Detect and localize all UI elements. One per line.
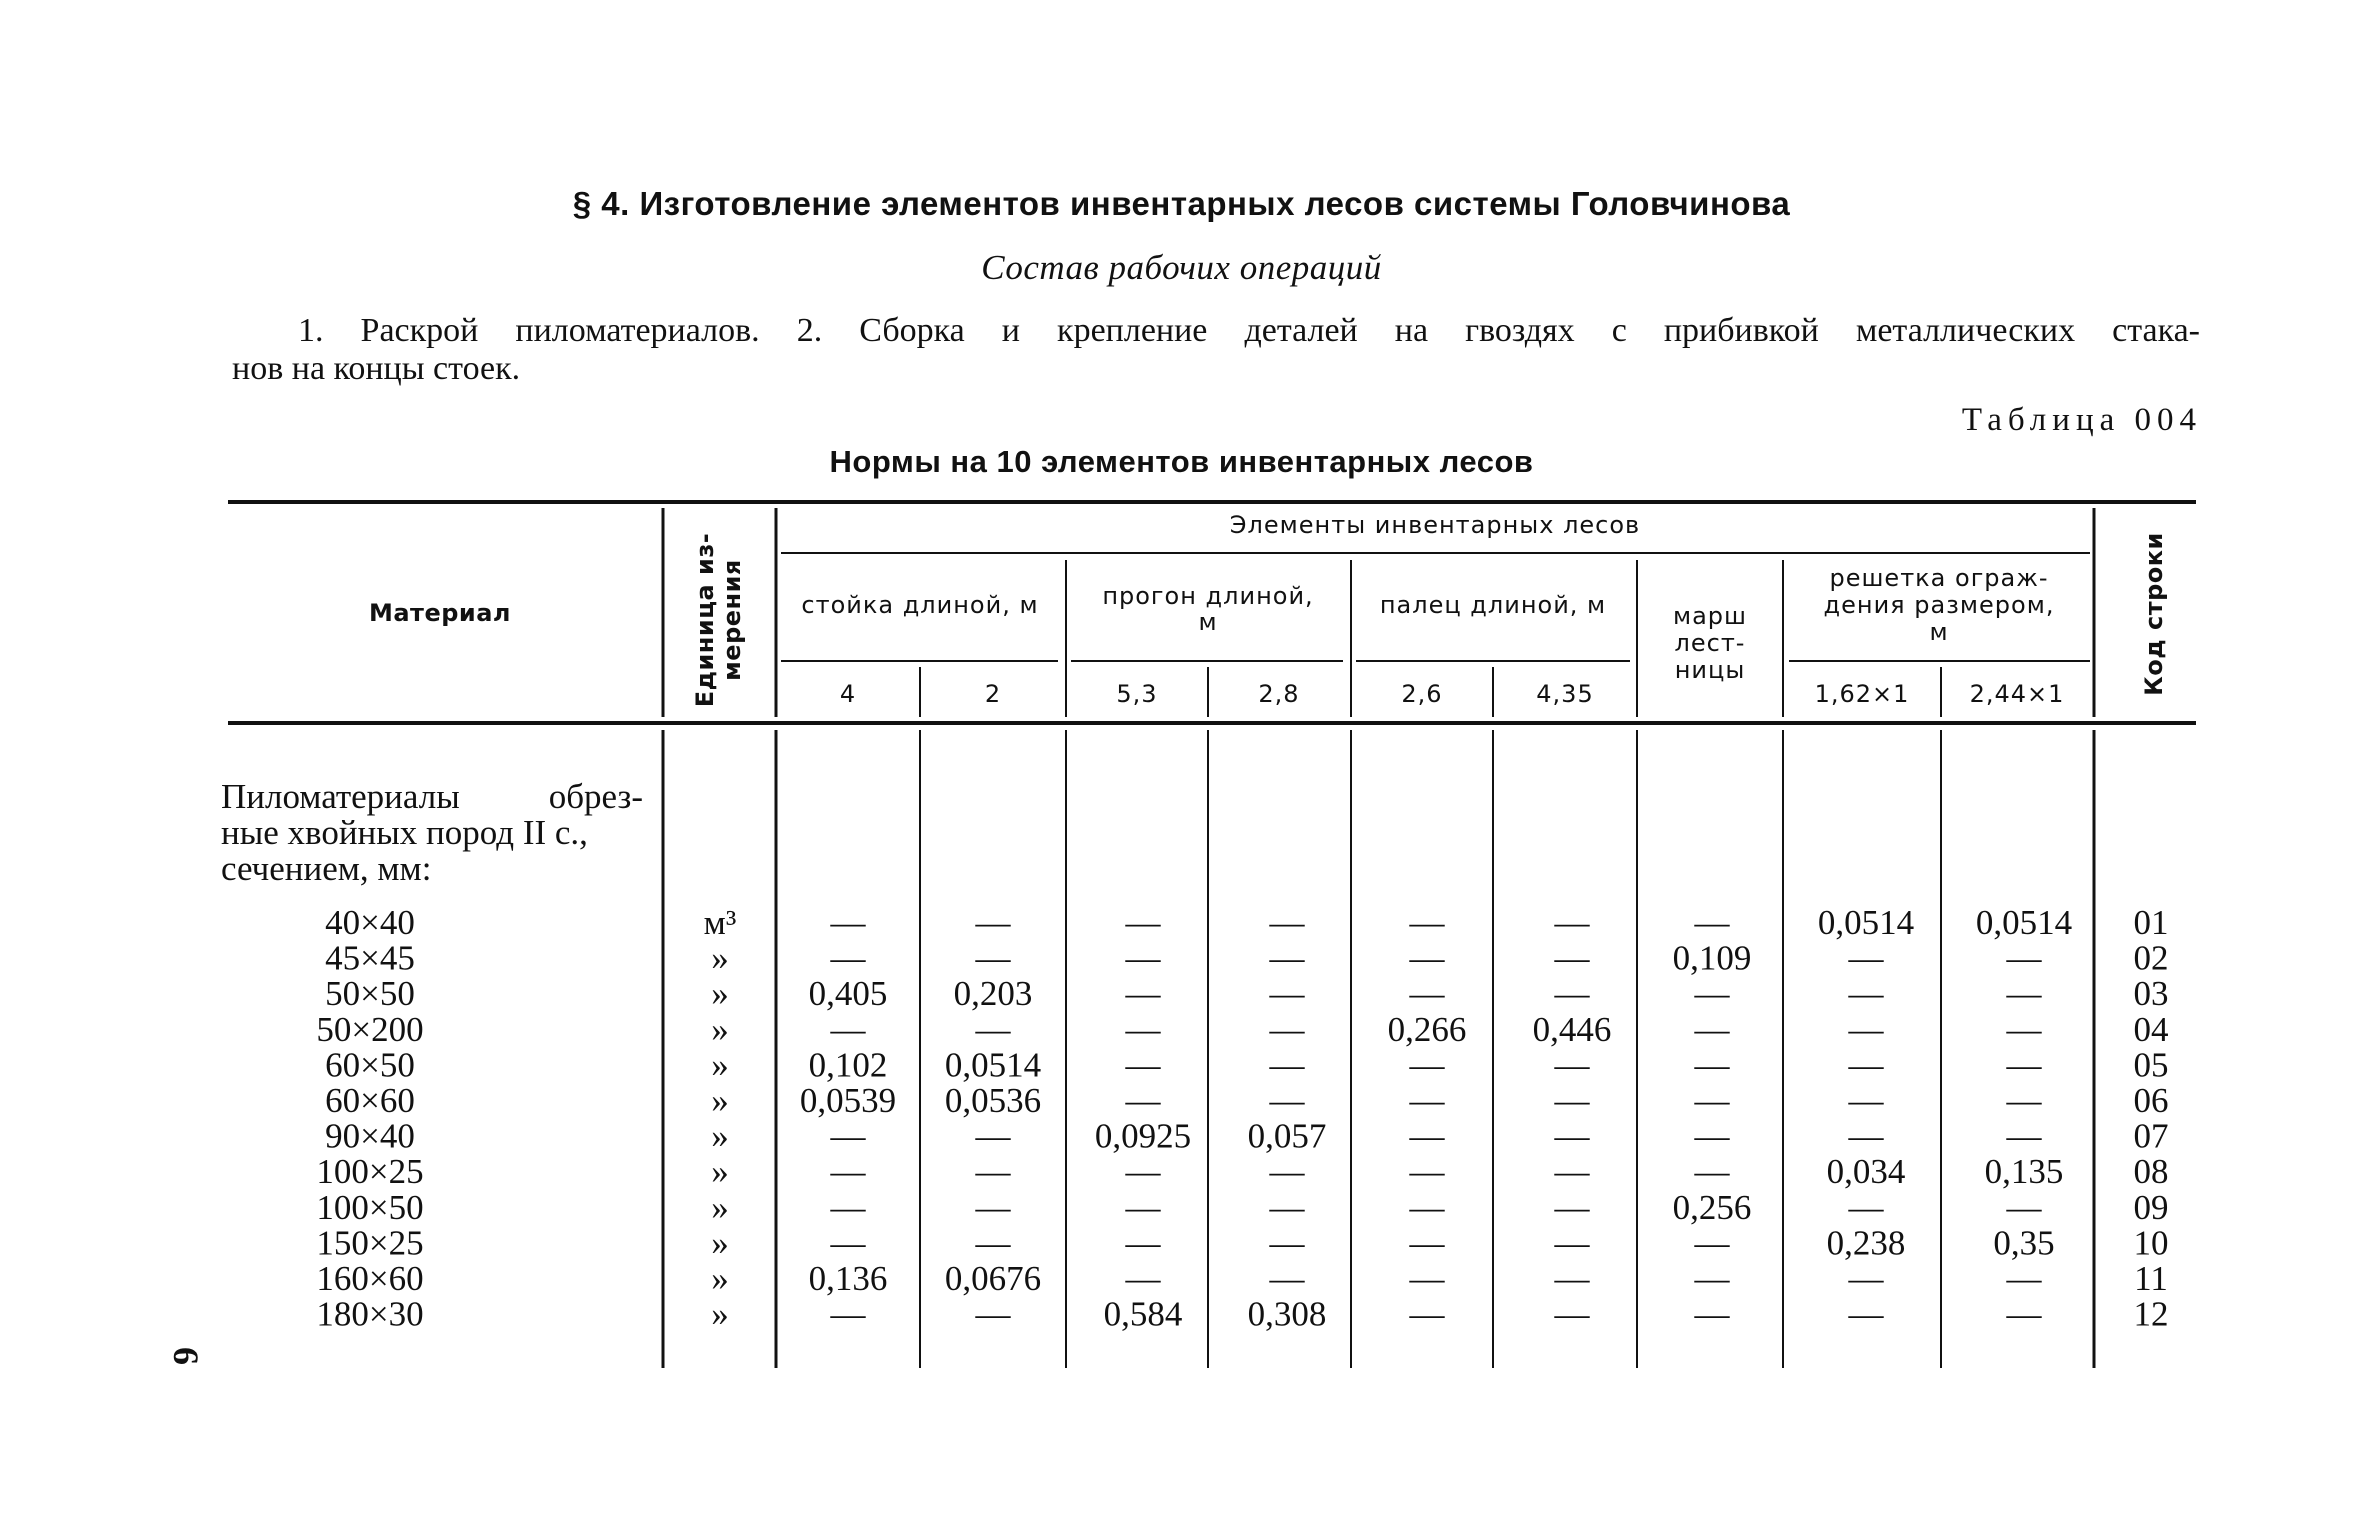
dash-cell: — — [1694, 1223, 1730, 1263]
row-code-cell: 06 — [2133, 1081, 2169, 1120]
row-code-cell: 12 — [2133, 1294, 2169, 1334]
value-cell: 0,256 — [1672, 1187, 1752, 1227]
value-cell: 0,0676 — [944, 1259, 1042, 1298]
dash-cell: — — [830, 1116, 866, 1156]
header-elements-group: Элементы инвентарных лесов — [1229, 511, 1641, 539]
dash-cell: — — [2006, 974, 2042, 1014]
row-code-cell: 03 — [2133, 974, 2169, 1014]
table-row — [325, 1117, 2168, 1156]
header-material: Материал — [368, 599, 512, 627]
dash-cell: — — [1409, 1187, 1445, 1227]
dash-cell: — — [2006, 1116, 2042, 1156]
dash-cell: — — [975, 1009, 1011, 1049]
dash-cell: — — [1409, 1081, 1445, 1120]
table-row — [325, 974, 2168, 1013]
value-cell: 0,057 — [1247, 1116, 1327, 1156]
unit-cell: » — [711, 1116, 729, 1156]
dash-cell: — — [2006, 1009, 2042, 1049]
dash-cell: — — [1848, 1187, 1884, 1227]
dash-cell: — — [1125, 938, 1161, 978]
row-code-cell: 08 — [2133, 1152, 2169, 1192]
table-row — [316, 1010, 2168, 1049]
row-code-cell: 09 — [2133, 1187, 2169, 1227]
dash-cell: — — [1125, 903, 1161, 942]
row-code-cell: 07 — [2133, 1116, 2169, 1156]
dash-cell: — — [975, 1294, 1011, 1334]
material-cell: 50×50 — [325, 974, 415, 1014]
dash-cell: — — [1269, 903, 1305, 942]
table-label: Таблица 004 — [1961, 402, 2202, 438]
dash-cell: — — [1409, 938, 1445, 978]
header-reshetka-line3: м — [1929, 618, 1949, 646]
dash-cell: — — [1694, 903, 1730, 942]
dash-cell: — — [830, 938, 866, 978]
header-sub-1-62x1: 1,62×1 — [1814, 680, 1910, 708]
material-cell: 150×25 — [316, 1223, 424, 1263]
value-cell: 0,203 — [953, 974, 1033, 1014]
header-marsh-line3: ницы — [1674, 656, 1746, 684]
dash-cell: — — [1554, 1152, 1590, 1192]
value-cell: 0,034 — [1826, 1152, 1906, 1192]
dash-cell: — — [1848, 1259, 1884, 1298]
dash-cell: — — [1848, 1294, 1884, 1334]
dash-cell: — — [1694, 1045, 1730, 1085]
dash-cell: — — [1848, 1116, 1884, 1156]
header-sub-2-8: 2,8 — [1258, 680, 1300, 708]
dash-cell: — — [1409, 1259, 1445, 1298]
table-row — [325, 939, 2168, 978]
material-cell: 180×30 — [316, 1294, 424, 1334]
table-row — [316, 1223, 2168, 1262]
dash-cell: — — [975, 1223, 1011, 1263]
row-code-cell: 11 — [2134, 1259, 2168, 1298]
dash-cell: — — [830, 1152, 866, 1192]
value-cell: 0,238 — [1826, 1223, 1906, 1263]
dash-cell: — — [975, 1152, 1011, 1192]
value-cell: 0,0514 — [1817, 903, 1915, 942]
dash-cell: — — [830, 1294, 866, 1334]
dash-cell: — — [1125, 1187, 1161, 1227]
value-cell: 0,0536 — [944, 1081, 1042, 1120]
dash-cell: — — [2006, 938, 2042, 978]
dash-cell: — — [1554, 974, 1590, 1014]
value-cell: 0,109 — [1672, 938, 1752, 978]
header-stoyka: стойка длиной, м — [801, 591, 1039, 619]
material-group-line1a: Пиломатериалы — [221, 777, 460, 816]
dash-cell: — — [1125, 1152, 1161, 1192]
dash-cell: — — [1694, 1081, 1730, 1120]
value-cell: 0,584 — [1103, 1294, 1183, 1334]
dash-cell: — — [1269, 1045, 1305, 1085]
dash-cell: — — [1269, 1259, 1305, 1298]
table-title: Нормы на 10 элементов инвентарных лесов — [829, 444, 1534, 479]
material-cell: 60×60 — [325, 1081, 415, 1120]
value-cell: 0,0514 — [944, 1045, 1042, 1085]
value-cell: 0,405 — [808, 974, 888, 1014]
dash-cell: — — [1694, 1294, 1730, 1334]
dash-cell: — — [1409, 1223, 1445, 1263]
header-sub-4-35: 4,35 — [1536, 680, 1594, 708]
unit-cell: » — [711, 1187, 729, 1227]
table-row — [325, 1081, 2168, 1120]
dash-cell: — — [1269, 974, 1305, 1014]
material-cell: 60×50 — [325, 1045, 415, 1085]
dash-cell: — — [1848, 1009, 1884, 1049]
unit-cell: » — [711, 1223, 729, 1263]
dash-cell: — — [975, 1187, 1011, 1227]
header-sub-2: 2 — [984, 680, 1002, 708]
header-code: Код строки — [2140, 532, 2168, 696]
unit-cell: » — [711, 1259, 729, 1298]
dash-cell: — — [1269, 1223, 1305, 1263]
dash-cell: — — [1269, 1152, 1305, 1192]
dash-cell: — — [2006, 1045, 2042, 1085]
value-cell: 0,266 — [1387, 1009, 1467, 1049]
header-reshetka-line1: решетка ограж- — [1829, 564, 2049, 592]
dash-cell: — — [1848, 1045, 1884, 1085]
dash-cell: — — [1269, 1187, 1305, 1227]
material-cell: 45×45 — [325, 938, 415, 978]
header-sub-5-3: 5,3 — [1116, 680, 1158, 708]
dash-cell: — — [1409, 903, 1445, 942]
material-cell: 100×25 — [316, 1152, 424, 1192]
dash-cell: — — [1554, 1187, 1590, 1227]
dash-cell: — — [830, 1223, 866, 1263]
header-sub-4: 4 — [839, 680, 857, 708]
value-cell: 0,102 — [808, 1045, 888, 1085]
dash-cell: — — [1848, 974, 1884, 1014]
dash-cell: — — [1125, 1009, 1161, 1049]
dash-cell: — — [1554, 1116, 1590, 1156]
unit-cell: » — [711, 1045, 729, 1085]
value-cell: 0,308 — [1247, 1294, 1327, 1334]
material-group-line3: сечением, мм: — [221, 849, 432, 888]
value-cell: 0,446 — [1532, 1009, 1612, 1049]
dash-cell: — — [1848, 1081, 1884, 1120]
dash-cell: — — [1409, 1116, 1445, 1156]
dash-cell: — — [975, 903, 1011, 942]
dash-cell: — — [2006, 1081, 2042, 1120]
dash-cell: — — [1125, 1223, 1161, 1263]
dash-cell: — — [2006, 1259, 2042, 1298]
dash-cell: — — [1409, 974, 1445, 1014]
value-cell: 0,135 — [1984, 1152, 2064, 1192]
dash-cell: — — [1269, 1081, 1305, 1120]
table-row — [316, 1259, 2167, 1298]
value-cell: 0,0925 — [1094, 1116, 1192, 1156]
dash-cell: — — [975, 1116, 1011, 1156]
header-palets: палец длиной, м — [1379, 591, 1607, 619]
header-marsh-line1: марш — [1672, 602, 1748, 630]
section-title: § 4. Изготовление элементов инвентарных лесов системы Головчинова — [572, 185, 1791, 222]
dash-cell: — — [1554, 903, 1590, 942]
header-progon-line1: прогон длиной, — [1102, 582, 1314, 610]
table-row — [325, 903, 2168, 942]
value-cell: 0,0514 — [1975, 903, 2073, 942]
unit-cell: м³ — [703, 903, 737, 942]
dash-cell: — — [975, 938, 1011, 978]
row-code-cell: 04 — [2133, 1009, 2169, 1049]
dash-cell: — — [1125, 974, 1161, 1014]
value-cell: 0,35 — [1993, 1223, 2055, 1263]
material-cell: 40×40 — [325, 903, 415, 942]
dash-cell: — — [1125, 1259, 1161, 1298]
operations-line-1: 1. Раскрой пиломатериалов. 2. Сборка и крепление деталей на гвоздях с прибивкой металлических стака- — [298, 312, 2200, 349]
dash-cell: — — [1125, 1045, 1161, 1085]
unit-cell: » — [711, 1081, 729, 1120]
row-code-cell: 02 — [2133, 938, 2169, 978]
operations-line-2: нов на концы стоек. — [232, 350, 521, 387]
dash-cell: — — [1409, 1294, 1445, 1334]
dash-cell: — — [1694, 1116, 1730, 1156]
dash-cell: — — [1125, 1081, 1161, 1120]
dash-cell: — — [1554, 1081, 1590, 1120]
unit-cell: » — [711, 1152, 729, 1192]
table-row — [316, 1188, 2168, 1227]
unit-cell: » — [711, 1009, 729, 1049]
dash-cell: — — [1554, 1294, 1590, 1334]
dash-cell: — — [2006, 1187, 2042, 1227]
material-cell: 160×60 — [316, 1259, 424, 1298]
material-group-line1b: обрез- — [548, 777, 643, 816]
header-progon-line2: м — [1198, 608, 1218, 636]
dash-cell: — — [830, 1009, 866, 1049]
header-marsh-line2: лест- — [1674, 629, 1746, 657]
unit-cell: » — [711, 974, 729, 1014]
dash-cell: — — [1848, 938, 1884, 978]
row-code-cell: 05 — [2133, 1045, 2169, 1085]
table-row — [316, 1295, 2168, 1334]
material-cell: 50×200 — [316, 1009, 424, 1049]
dash-cell: — — [1554, 1045, 1590, 1085]
operations-subtitle: Состав рабочих операций — [981, 248, 1382, 287]
header-unit-line1: Единица из- — [691, 532, 719, 708]
value-cell: 0,136 — [808, 1259, 888, 1298]
header-sub-2-44x1: 2,44×1 — [1969, 680, 2065, 708]
unit-cell: » — [711, 1294, 729, 1334]
dash-cell: — — [830, 903, 866, 942]
dash-cell: — — [1694, 1259, 1730, 1298]
dash-cell: — — [1694, 974, 1730, 1014]
header-reshetka-line2: дения размером, — [1823, 591, 2055, 619]
dash-cell: — — [1694, 1009, 1730, 1049]
dash-cell: — — [1554, 1223, 1590, 1263]
table-row — [325, 1045, 2168, 1084]
value-cell: 0,0539 — [799, 1081, 897, 1120]
dash-cell: — — [1409, 1045, 1445, 1085]
header-sub-2-6: 2,6 — [1401, 680, 1443, 708]
header-unit-line2: мерения — [718, 559, 746, 681]
dash-cell: — — [1269, 1009, 1305, 1049]
row-code-cell: 01 — [2133, 903, 2169, 942]
table-body — [316, 903, 2168, 1334]
material-group-line2: ные хвойных пород II с., — [221, 813, 588, 852]
dash-cell: — — [1554, 1259, 1590, 1298]
dash-cell: — — [1554, 938, 1590, 978]
dash-cell: — — [1409, 1152, 1445, 1192]
row-code-cell: 10 — [2133, 1223, 2169, 1263]
dash-cell: — — [1269, 938, 1305, 978]
dash-cell: — — [2006, 1294, 2042, 1334]
table-row — [316, 1152, 2168, 1191]
dash-cell: — — [830, 1187, 866, 1227]
dash-cell: — — [1694, 1152, 1730, 1192]
unit-cell: » — [711, 938, 729, 978]
page-number: 6 — [166, 1347, 206, 1365]
material-cell: 90×40 — [325, 1116, 415, 1156]
material-cell: 100×50 — [316, 1187, 424, 1227]
